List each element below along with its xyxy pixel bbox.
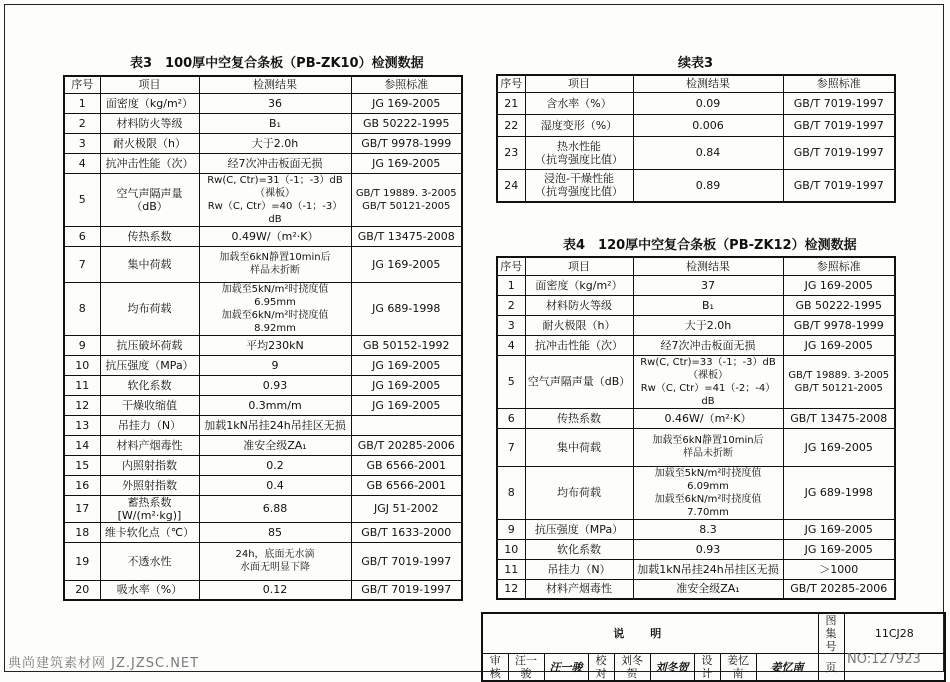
table-row (497, 408, 895, 428)
table-cell: 5 (64, 173, 100, 226)
table-cell: 空气声隔声量（dB） (100, 173, 199, 226)
table-row (497, 169, 895, 202)
table-row (497, 92, 895, 114)
column-header: 项目 (100, 76, 199, 93)
table-cell: 0.12 (199, 580, 351, 600)
designer-signature: 姜忆南 (756, 654, 818, 682)
table-cell: JG 169-2005 (783, 275, 895, 295)
table-row (64, 495, 462, 522)
table-cell: 耐火极限（h） (525, 315, 633, 335)
table-cell: GB/T 13475-2008 (351, 226, 462, 246)
table-cell: 0.89 (633, 169, 783, 202)
table-row (64, 435, 462, 455)
table-cell: 37 (633, 275, 783, 295)
table-cell: 6 (497, 408, 525, 428)
checker-signature: 刘冬贺 (650, 654, 694, 682)
table4-title: 表4 120厚中空复合条板（PB-ZK12）检测数据 (563, 238, 857, 253)
table-cell: 6.88 (199, 495, 351, 522)
table-cell: 抗压强度（MPa） (100, 355, 199, 375)
table-cell: 传热系数 (100, 226, 199, 246)
table-cell: 0.09 (633, 92, 783, 114)
table-cell: 集中荷载 (100, 246, 199, 282)
table-cell: 1 (64, 93, 100, 113)
table-cell: 6 (64, 226, 100, 246)
table-cell: 湿度变形（%） (525, 114, 633, 136)
table-row (64, 282, 462, 335)
table-row (64, 246, 462, 282)
table-cell: 7 (64, 246, 100, 282)
table-cell: 大于2.0h (199, 133, 351, 153)
reviewer-signature: 汪一骏 (544, 654, 588, 682)
table-row (64, 455, 462, 475)
watermark-number: NO:127923 (847, 652, 921, 667)
table-row (64, 173, 462, 226)
table-cell: 软化系数 (525, 539, 633, 559)
table-cell: 17 (64, 495, 100, 522)
table-cell: 21 (497, 92, 525, 114)
table3 (63, 75, 463, 601)
column-header: 参照标准 (783, 257, 895, 275)
table-cell: 材料防火等级 (100, 113, 199, 133)
table-cell: 0.006 (633, 114, 783, 136)
table-cell: 材料产烟毒性 (525, 579, 633, 599)
table-cell: 85 (199, 522, 351, 542)
table-cell: 维卡软化点（℃） (100, 522, 199, 542)
table-cell: 软化系数 (100, 375, 199, 395)
table-cell: GB/T 7019-1997 (783, 92, 895, 114)
table-row (64, 153, 462, 173)
table-cell: 外照射指数 (100, 475, 199, 495)
table-cell: 8 (497, 466, 525, 519)
table-cell: 15 (64, 455, 100, 475)
table-cell: GB/T 19889. 3-2005 GB/T 50121-2005 (783, 355, 895, 408)
table-cell: 2 (64, 113, 100, 133)
column-header: 检测结果 (633, 75, 783, 92)
table-cell: 16 (64, 475, 100, 495)
table-cell: 抗冲击性能（次） (100, 153, 199, 173)
atlas-label: 图集号 (818, 613, 844, 654)
table-cell: 10 (497, 539, 525, 559)
column-header: 序号 (497, 75, 525, 92)
table-cell: GB/T 20285-2006 (351, 435, 462, 455)
table-row (64, 375, 462, 395)
table-cell: 传热系数 (525, 408, 633, 428)
table-cell: GB/T 7019-1997 (783, 114, 895, 136)
table-cell: 吊挂力（N） (525, 559, 633, 579)
table-cell: 抗冲击性能（次） (525, 335, 633, 355)
table-cell: 抗压破坏荷载 (100, 335, 199, 355)
table-cell: 准安全级ZA₁ (199, 435, 351, 455)
table-row (64, 580, 462, 600)
table-row (64, 355, 462, 375)
page-label: 页 (818, 654, 844, 682)
table-cell: 1 (497, 275, 525, 295)
table-cell: 0.2 (199, 455, 351, 475)
table-row (497, 295, 895, 315)
check-label: 校对 (588, 654, 614, 682)
table-row (64, 542, 462, 580)
table-cell: 含水率（%） (525, 92, 633, 114)
table-row (64, 522, 462, 542)
table-cell: 24 (497, 169, 525, 202)
table-cell: 3 (64, 133, 100, 153)
table-row (64, 226, 462, 246)
table-cell: 面密度（kg/m²） (100, 93, 199, 113)
table-cell: GB/T 7019-1997 (351, 580, 462, 600)
table-cell: 加载至5kN/m²时挠度值6.09mm 加载至6kN/m²时挠度值7.70mm (633, 466, 783, 519)
table-cell: 12 (497, 579, 525, 599)
table-cell: 9 (497, 519, 525, 539)
table-cell: 加载至6kN静置10min后 样品未折断 (633, 428, 783, 466)
table-cell: JG 169-2005 (351, 246, 462, 282)
table-row (497, 136, 895, 169)
column-header: 参照标准 (783, 75, 895, 92)
table-cell: 0.93 (199, 375, 351, 395)
table-cell: 11 (497, 559, 525, 579)
reviewer-name: 汪一骏 (508, 654, 544, 682)
table-cell: 8.3 (633, 519, 783, 539)
table-cell: 24h，底面无水滴 水面无明显下降 (199, 542, 351, 580)
table-cell: B₁ (633, 295, 783, 315)
table-cell: 均布荷载 (100, 282, 199, 335)
table-cell: 0.49W/（m²·K） (199, 226, 351, 246)
table-cell: 0.3mm/m (199, 395, 351, 415)
table-cell: 均布荷载 (525, 466, 633, 519)
column-header: 项目 (525, 75, 633, 92)
table-row (64, 113, 462, 133)
table-cell: 7 (497, 428, 525, 466)
table-cell: 不透水性 (100, 542, 199, 580)
table-cell: 蓄热系数[W/(m²·kg)] (100, 495, 199, 522)
table-cell: 加载1kN吊挂24h吊挂区无损 (199, 415, 351, 435)
table-cell (351, 415, 462, 435)
table-cell: 9 (199, 355, 351, 375)
table-cell: 36 (199, 93, 351, 113)
table-cell: 面密度（kg/m²） (525, 275, 633, 295)
table-cell: 12 (64, 395, 100, 415)
table-cell: 加载至5kN/m²时挠度值6.95mm 加载至6kN/m²时挠度值8.92mm (199, 282, 351, 335)
table-cell: 18 (64, 522, 100, 542)
table-cell: GB/T 20285-2006 (783, 579, 895, 599)
table-row (497, 428, 895, 466)
table-cell: 集中荷载 (525, 428, 633, 466)
table-cell: 准安全级ZA₁ (633, 579, 783, 599)
table-cell: GB 50222-1995 (351, 113, 462, 133)
table-cell: GB/T 13475-2008 (783, 408, 895, 428)
table-cell: JG 689-1998 (783, 466, 895, 519)
table-cell: 3 (497, 315, 525, 335)
table3cont-title: 续表3 (678, 56, 714, 71)
table-row (64, 335, 462, 355)
table3-title: 表3 100厚中空复合条板（PB-ZK10）检测数据 (130, 56, 424, 71)
table-cell: 加载1kN吊挂24h吊挂区无损 (633, 559, 783, 579)
table-cell: 19 (64, 542, 100, 580)
header-row (64, 76, 462, 93)
table4 (496, 256, 896, 600)
table-cell: 0.93 (633, 539, 783, 559)
table-cell: 热水性能 （抗弯强度比值） (525, 136, 633, 169)
table-row (497, 114, 895, 136)
table-cell: JG 169-2005 (351, 395, 462, 415)
table-cell: 4 (497, 335, 525, 355)
design-label: 设计 (694, 654, 720, 682)
column-header: 项目 (525, 257, 633, 275)
table-cell: GB/T 1633-2000 (351, 522, 462, 542)
table-cell: JG 169-2005 (783, 335, 895, 355)
table-cell: 空气声隔声量（dB） (525, 355, 633, 408)
table-cell: JG 169-2005 (783, 428, 895, 466)
table-cell: 9 (64, 335, 100, 355)
table-cell: 10 (64, 355, 100, 375)
title-block-heading: 说明 (482, 613, 818, 654)
table-cell: 大于2.0h (633, 315, 783, 335)
table-cell: GB/T 7019-1997 (351, 542, 462, 580)
title-block (481, 612, 946, 682)
table-cell: 吸水率（%） (100, 580, 199, 600)
table-cell: JG 169-2005 (351, 355, 462, 375)
table-row (497, 315, 895, 335)
table-cell: JG 169-2005 (351, 153, 462, 173)
table-cell: ＞1000 (783, 559, 895, 579)
column-header: 序号 (64, 76, 100, 93)
table-cell: 经7次冲击板面无损 (633, 335, 783, 355)
table-cell: 2 (497, 295, 525, 315)
table-cell: GB 50152-1992 (351, 335, 462, 355)
table-cell: 抗压强度（MPa） (525, 519, 633, 539)
table-cell: GB 6566-2001 (351, 475, 462, 495)
table-row (497, 579, 895, 599)
table-row (497, 559, 895, 579)
table-cell: JG 169-2005 (351, 375, 462, 395)
table-row (497, 275, 895, 295)
table-cell: 加载至6kN静置10min后 样品未折断 (199, 246, 351, 282)
table-cell: 吊挂力（N） (100, 415, 199, 435)
table-cell: 5 (497, 355, 525, 408)
column-header: 参照标准 (351, 76, 462, 93)
table-row (497, 355, 895, 408)
table-cell: 耐火极限（h） (100, 133, 199, 153)
review-label: 审核 (482, 654, 508, 682)
table-cell: 材料产烟毒性 (100, 435, 199, 455)
table-cell: 内照射指数 (100, 455, 199, 475)
table-cell: GB/T 7019-1997 (783, 169, 895, 202)
table-row (64, 133, 462, 153)
table-row (64, 395, 462, 415)
table-cell: 20 (64, 580, 100, 600)
table3cont (496, 74, 896, 203)
table-cell: 22 (497, 114, 525, 136)
table-cell: Rw(C, Ctr)=31（-1；-3）dB（裸板） Rw（C, Ctr）=40（-1；-3）dB (199, 173, 351, 226)
table-row (64, 475, 462, 495)
table-cell: GB/T 9978-1999 (351, 133, 462, 153)
table-cell: JG 689-1998 (351, 282, 462, 335)
table-cell: Rw(C, Ctr)=33（-1；-3）dB（裸板） Rw（C, Ctr）=41（-2；-4）dB (633, 355, 783, 408)
column-header: 序号 (497, 257, 525, 275)
header-row (497, 257, 895, 275)
designer-name: 姜忆南 (720, 654, 756, 682)
table-row (64, 415, 462, 435)
table-cell: 浸泡-干燥性能 （抗弯强度比值） (525, 169, 633, 202)
table-cell: 经7次冲击板面无损 (199, 153, 351, 173)
table-cell: JG 169-2005 (783, 539, 895, 559)
table-cell: 11 (64, 375, 100, 395)
table-cell: JG 169-2005 (351, 93, 462, 113)
table-row (497, 335, 895, 355)
table-cell: 8 (64, 282, 100, 335)
table-cell: 0.46W/（m²·K） (633, 408, 783, 428)
table-cell: 23 (497, 136, 525, 169)
table-cell: 14 (64, 435, 100, 455)
table-row (497, 519, 895, 539)
table-cell: GB/T 7019-1997 (783, 136, 895, 169)
header-row (497, 75, 895, 92)
table-cell: 平均230kN (199, 335, 351, 355)
table-cell: GB 6566-2001 (351, 455, 462, 475)
table-cell: 0.84 (633, 136, 783, 169)
table-cell: 4 (64, 153, 100, 173)
column-header: 检测结果 (633, 257, 783, 275)
table-cell: 干燥收缩值 (100, 395, 199, 415)
table-cell: JGJ 51-2002 (351, 495, 462, 522)
checker-name: 刘冬贺 (614, 654, 650, 682)
table-row (497, 466, 895, 519)
watermark-text: 典尚建筑素材网 JZ.JZSC.NET (8, 656, 200, 671)
table-cell: 0.4 (199, 475, 351, 495)
table-cell: B₁ (199, 113, 351, 133)
table-cell: GB/T 9978-1999 (783, 315, 895, 335)
atlas-number: 11CJ28 (844, 613, 945, 654)
table-row (497, 539, 895, 559)
table-cell: JG 169-2005 (783, 519, 895, 539)
table-cell: 材料防火等级 (525, 295, 633, 315)
table-row (64, 93, 462, 113)
table-cell: GB 50222-1995 (783, 295, 895, 315)
table-cell: GB/T 19889. 3-2005 GB/T 50121-2005 (351, 173, 462, 226)
table-cell: 13 (64, 415, 100, 435)
column-header: 检测结果 (199, 76, 351, 93)
